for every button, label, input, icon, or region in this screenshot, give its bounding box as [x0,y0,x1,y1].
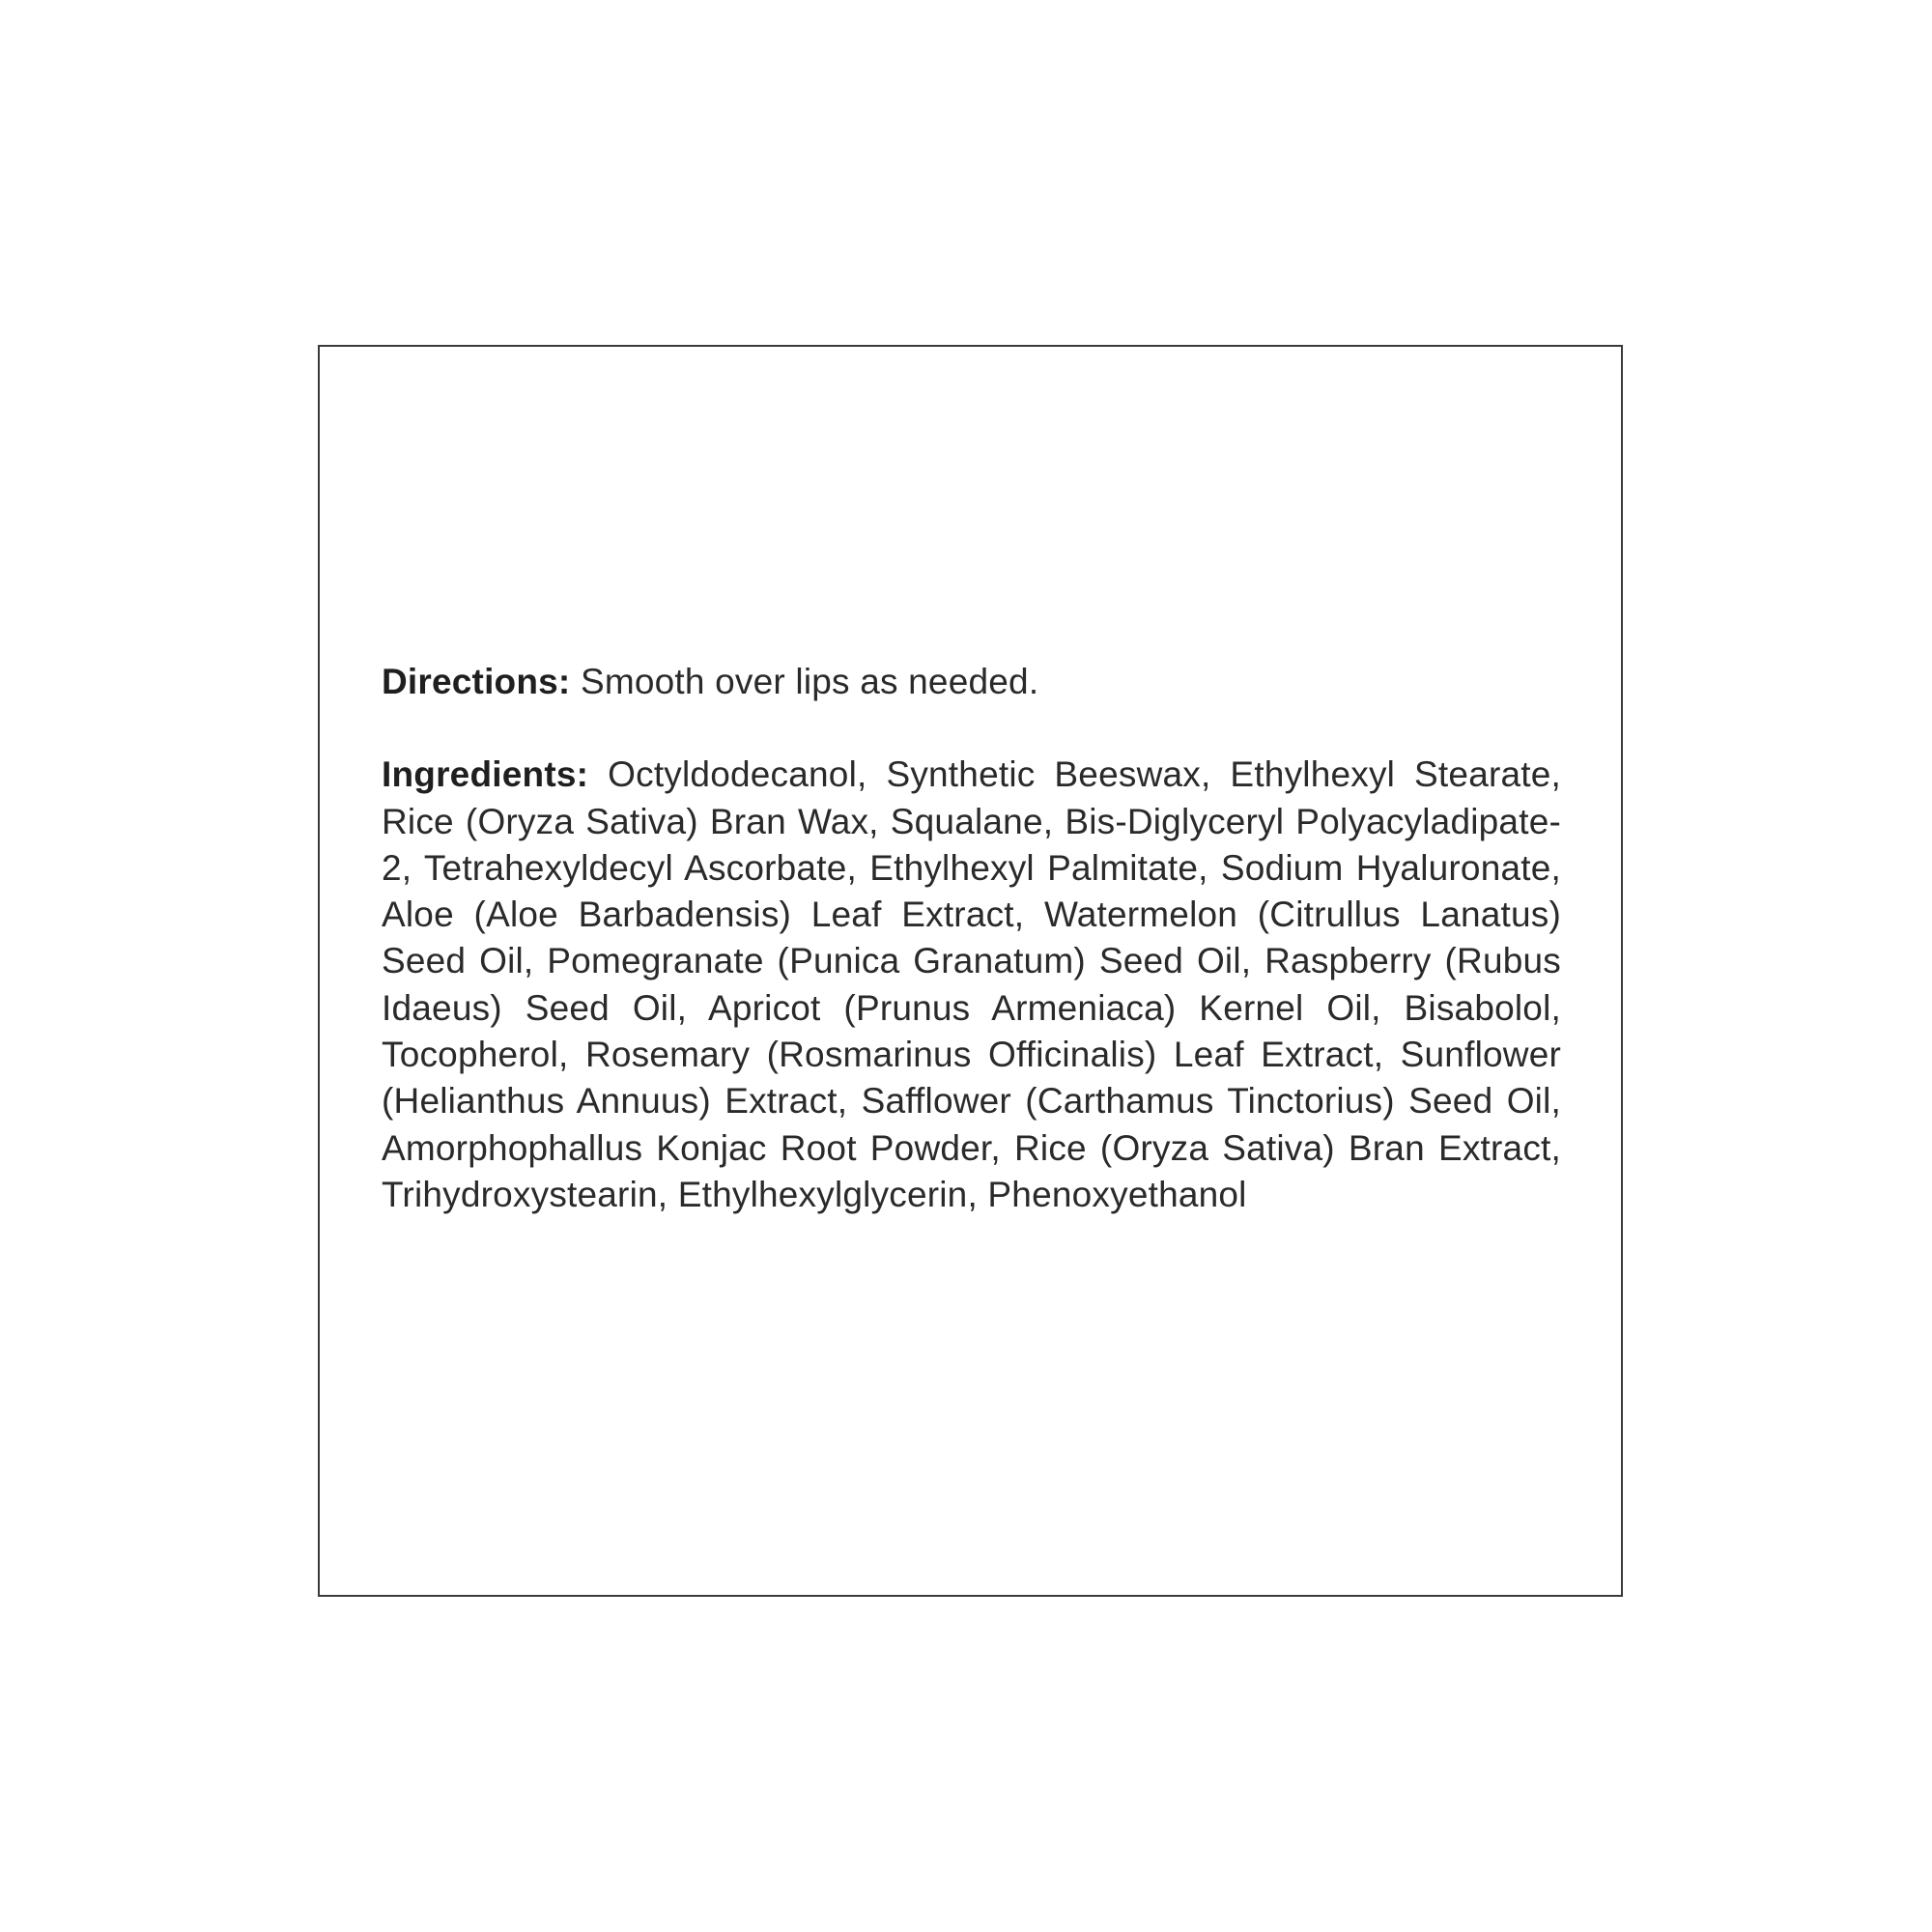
label-content [382,659,1561,1218]
directions-text: Smooth over lips as needed. [580,662,1039,701]
directions-paragraph [382,659,1561,705]
directions-heading: Directions: [382,662,571,701]
ingredients-text: Octyldodecanol, Synthetic Beeswax, Ethylhexyl Stearate, Rice (Oryza Sativa) Bran Wax, Squalane, Bis-Diglyceryl Polyacyladipate-2, Tetrahexyldecyl Ascorbate, Ethylhexyl Palmitate, Sodium Hyaluronate, Aloe (Aloe Barbadensis) Leaf Extract, Watermelon (Citrullus Lanatus) Seed Oil, Pomegranate (Punica Granatum) Seed Oil, Raspberry (Rubus Idaeus) Seed Oil, Apricot (Prunus Armeniaca) Kernel Oil, Bisabolol, Tocopherol, Rosemary (Rosmarinus Officinalis) Leaf Extract, Sunflower (Helianthus Annuus) Extract, Safflower (Carthamus Tinctorius) Seed Oil, Amorphophallus Konjac Root Powder, Rice (Oryza Sativa) Bran Extract, Trihydroxystearin, Ethylhexylglycerin, Phenoxyethanol [382,754,1562,1214]
ingredients-paragraph [382,752,1561,1218]
ingredients-heading: Ingredients: [382,754,589,795]
